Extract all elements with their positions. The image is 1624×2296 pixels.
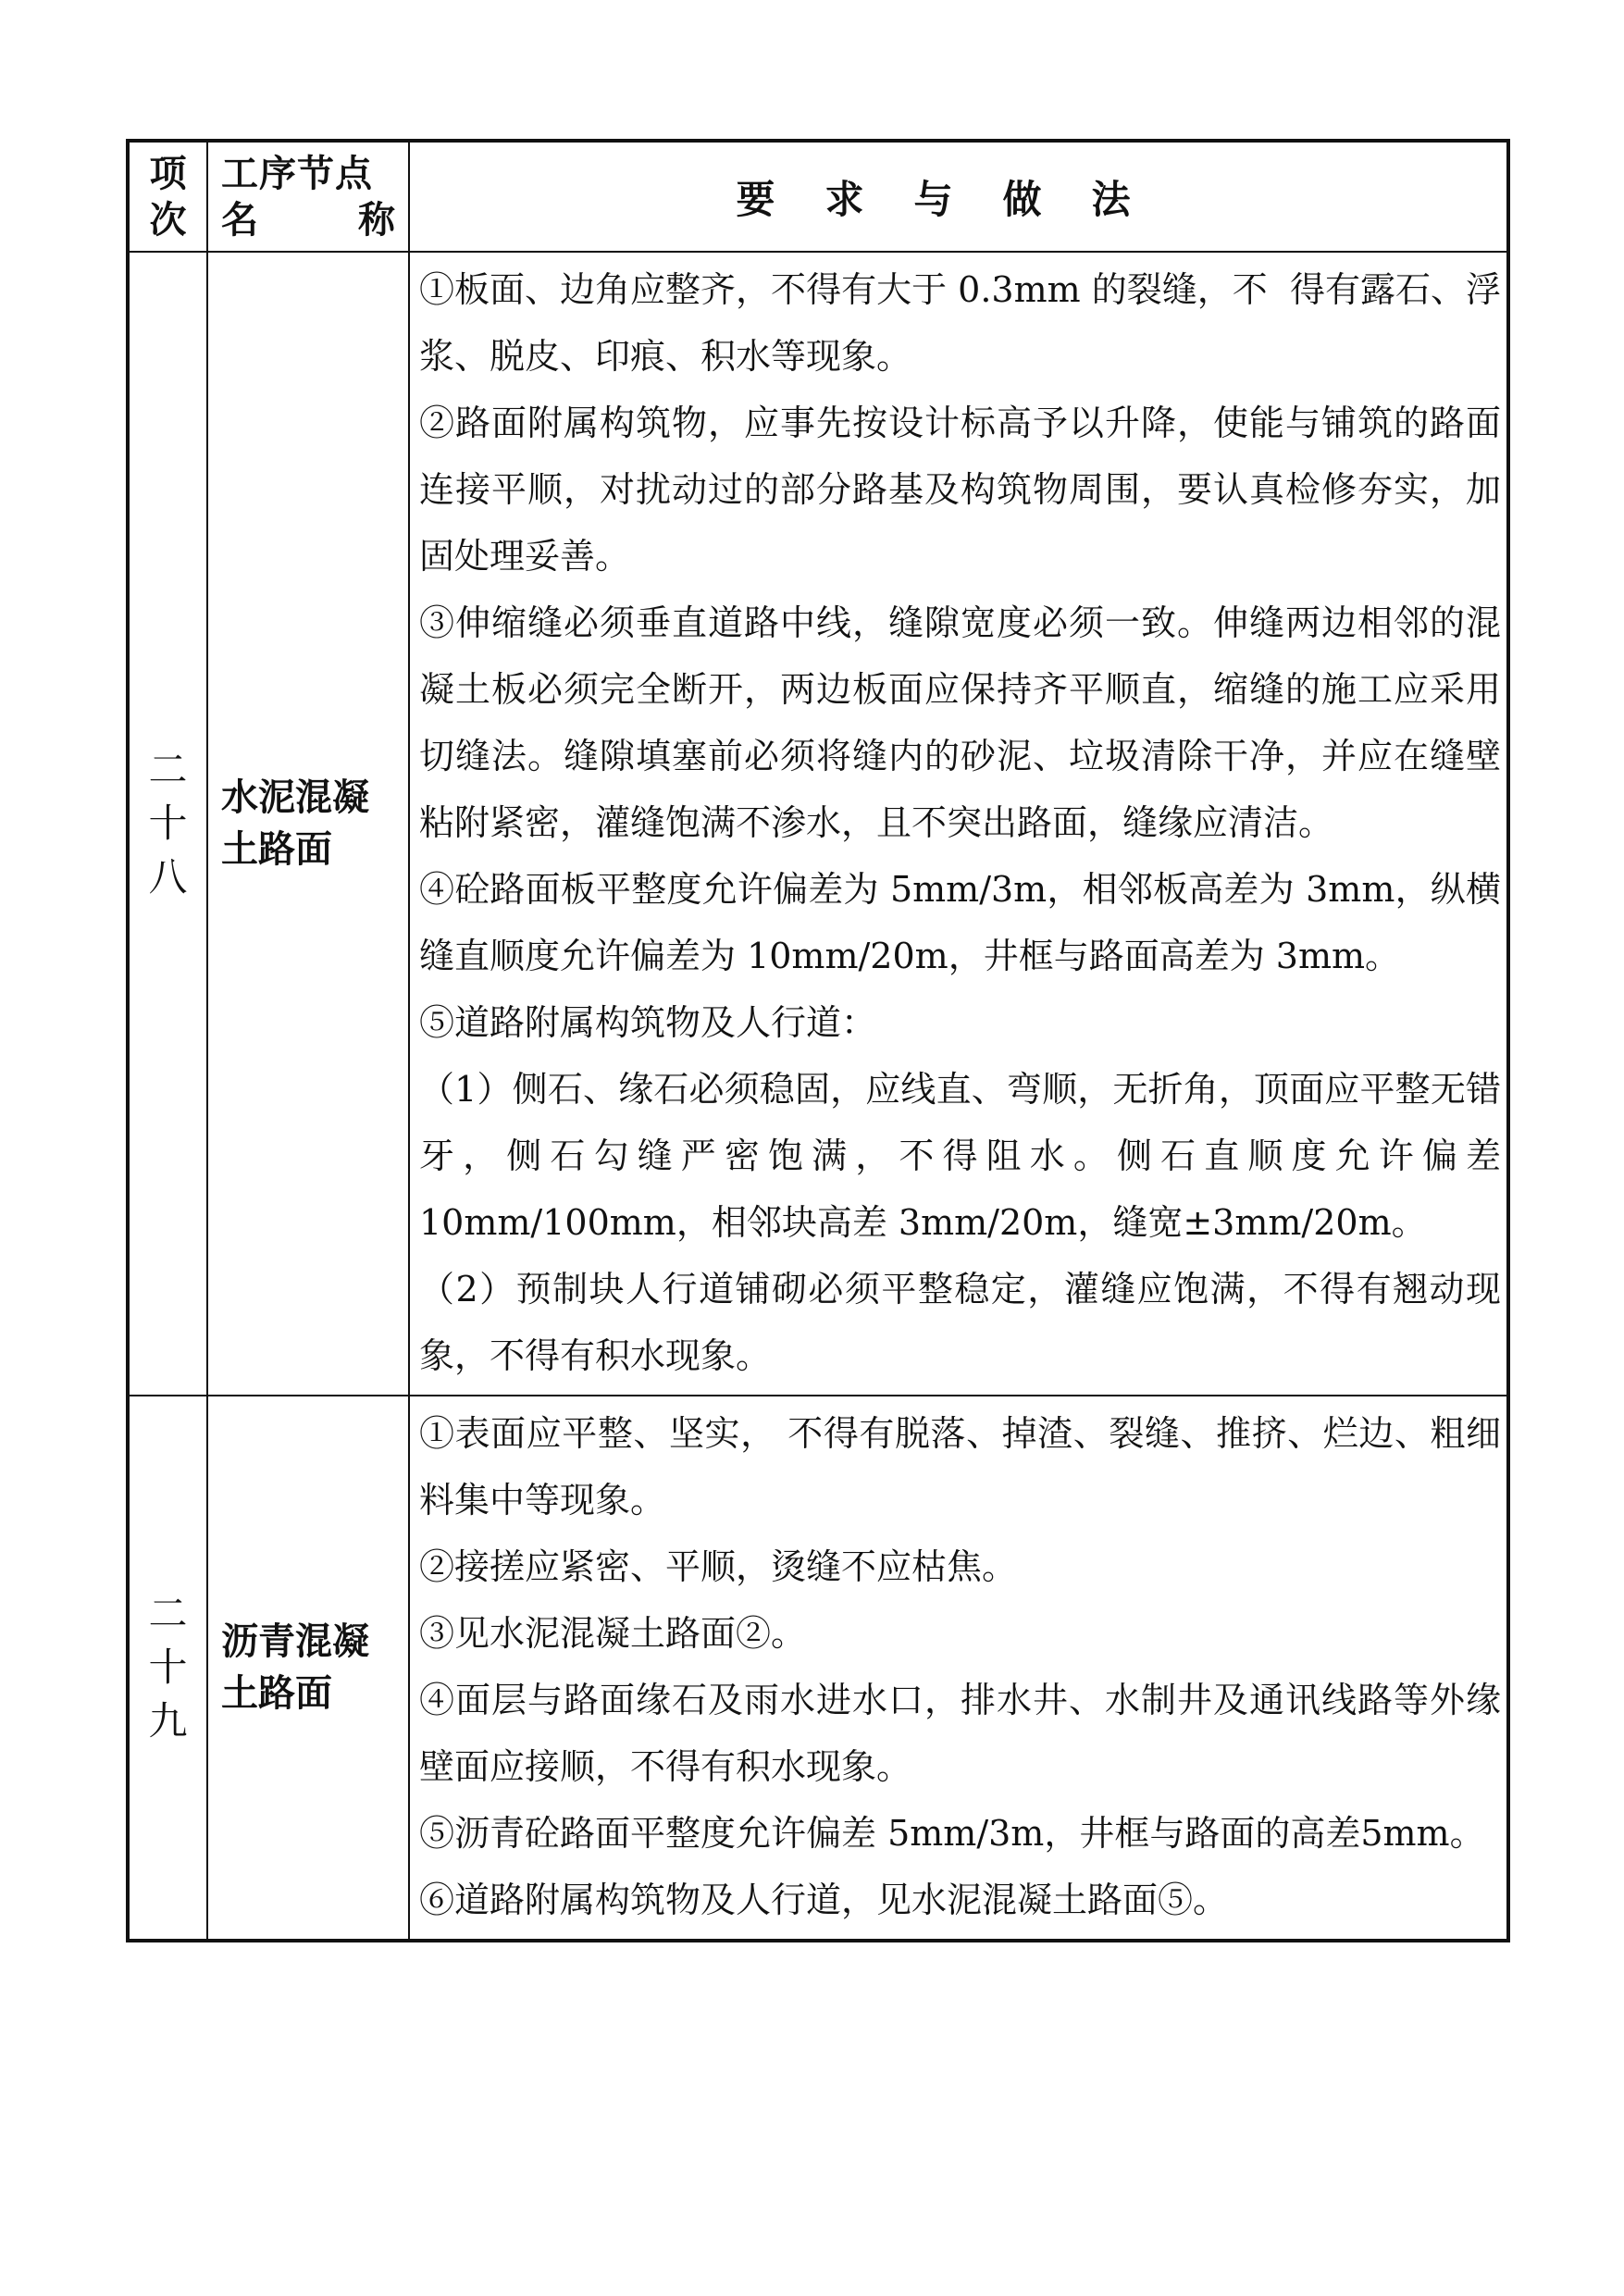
row-process-name: 沥青混凝土路面 [207, 1396, 409, 1941]
table-header-row [128, 141, 1508, 252]
requirement-item: ⑥道路附属构筑物及人行道，见水泥混凝土路面⑤。 [419, 1880, 1229, 1920]
requirement-item: ⑤道路附属构筑物及人行道： [419, 1002, 877, 1043]
header-name-line2 [221, 197, 395, 243]
row-index [128, 1396, 207, 1941]
header-name-line1: 工序节点 [221, 152, 373, 195]
row-index-char: 二 [148, 1591, 188, 1636]
requirement-subitem: （1）侧石、缘石必须稳固，应线直、弯顺，无折角，顶面应平整无错牙，侧石勾缝严密饱满，不得阻水。侧石直顺度允许偏差 10mm/100mm，相邻块高差 3mm/20m，缝宽±3mm/20m。 [419, 1069, 1513, 1243]
requirement-item: ④砼路面板平整度允许偏差为 5mm/3m，相邻板高差为 3mm，纵横缝直顺度允许偏差为 10mm/20m，井框与路面高差为 3mm。 [419, 869, 1501, 976]
requirement-item: ④面层与路面缘石及雨水进水口，排水井、水制井及通讯线路等外缘壁面应接顺，不得有积水现象。 [419, 1680, 1501, 1787]
header-index-line2: 次 [149, 198, 187, 242]
header-index-line1: 项 [149, 152, 187, 195]
requirement-item: ③伸缩缝必须垂直道路中线，缝隙宽度必须一致。伸缝两边相邻的混凝土板必须完全断开，两边板面应保持齐平顺直，缩缝的施工应采用切缝法。缝隙填塞前必须将缝内的砂泥、垃圾清除干净，并应在缝壁粘附紧密，灌缝饱满不渗水，且不突出路面，缝缘应清洁。 [419, 602, 1501, 843]
process-requirements-table [126, 139, 1513, 1942]
row-index-char: 二 [148, 747, 188, 792]
header-index [128, 141, 207, 252]
row-requirements [409, 1396, 1508, 1941]
row-index-char: 十 [148, 1644, 188, 1690]
row-index-char: 八 [148, 854, 188, 900]
row-index-char: 九 [148, 1698, 188, 1744]
requirement-subitem: （2）预制块人行道铺砌必须平整稳定，灌缝应饱满，不得有翘动现象，不得有积水现象。 [419, 1269, 1501, 1376]
requirement-item: ②路面附属构筑物，应事先按设计标高予以升降，使能与铺筑的路面连接平顺，对扰动过的部分路基及构筑物周围，要认真检修夯实，加固处理妥善。 [419, 403, 1501, 577]
header-name-line2-a: 名 [221, 198, 258, 242]
requirement-item: ①表面应平整、坚实， 不得有脱落、掉渣、裂缝、推挤、烂边、粗细料集中等现象。 [419, 1413, 1501, 1520]
header-name-line2-b: 称 [358, 198, 395, 242]
requirement-item: ②接搓应紧密、平顺，烫缝不应枯焦。 [419, 1546, 1018, 1587]
requirement-item: ⑤沥青砼路面平整度允许偏差 5mm/3m，井框与路面的高差5mm。 [419, 1813, 1485, 1854]
row-requirements [409, 252, 1513, 1396]
requirement-item: ③见水泥混凝土路面②。 [419, 1613, 807, 1654]
row-index-char: 十 [148, 800, 188, 846]
header-requirements: 要求与做法 [409, 141, 1508, 252]
table-row [128, 1396, 1508, 1941]
header-process-name [207, 141, 409, 252]
table-row [128, 252, 1508, 1396]
row-process-name: 水泥混凝土路面 [207, 252, 409, 1396]
requirement-item: ①板面、边角应整齐，不得有大于 0.3mm 的裂缝，不 得有露石、浮浆、脱皮、印痕、积水等现象。 [419, 269, 1501, 377]
row-index [128, 252, 207, 1396]
